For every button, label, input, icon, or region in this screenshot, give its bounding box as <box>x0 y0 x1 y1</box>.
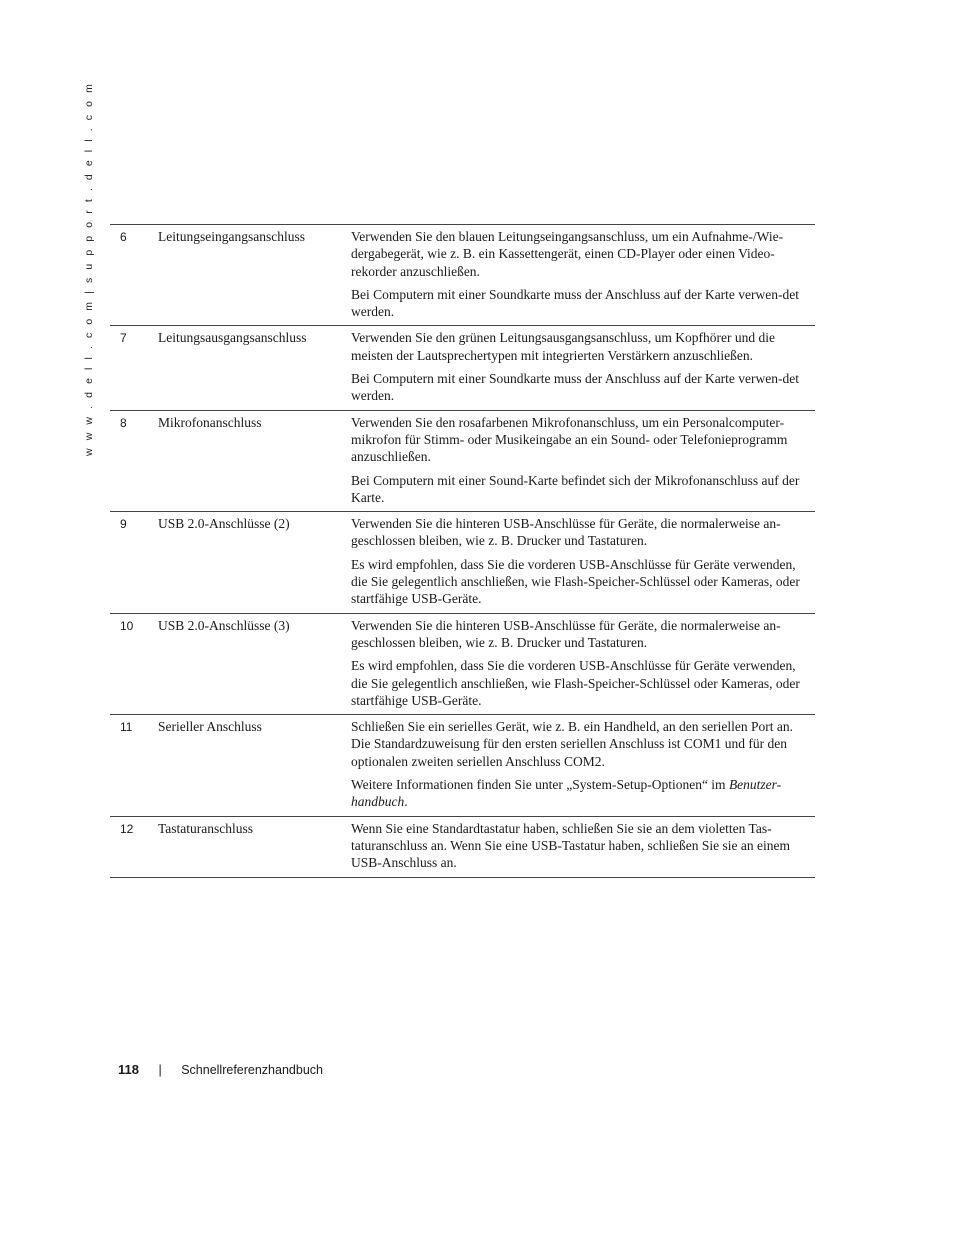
description-paragraph: Verwenden Sie die hinteren USB-Anschlüsse für Geräte, die normalerweise an-geschlossen bleiben, wie z. B. Drucker und Tastaturen. <box>351 516 781 549</box>
side-url: w w w . d e l l . c o m | s u p p o r t . d e l l . c o m <box>83 81 95 456</box>
connector-description <box>351 225 815 326</box>
manual-title: Benutzer-handbuch <box>351 777 782 810</box>
page-footer <box>118 1062 323 1078</box>
connector-name: Leitungseingangsanschluss <box>158 225 351 326</box>
table-row <box>110 225 815 326</box>
connector-description <box>351 512 815 613</box>
row-number: 11 <box>110 715 158 816</box>
row-number: 12 <box>110 816 158 877</box>
description-paragraph: Bei Computern mit einer Soundkarte muss der Anschluss auf der Karte verwen-det werden. <box>351 371 800 404</box>
description-paragraph: Es wird empfohlen, dass Sie die vorderen USB-Anschlüsse für Geräte verwenden, die Sie gelegentlich anschließen, wie Flash-Speicher-Schlüssel oder Kameras, oder startfähige USB-Geräte. <box>351 556 800 607</box>
table-row <box>110 410 815 511</box>
description-paragraph <box>351 776 811 811</box>
description-paragraph: Verwenden Sie den rosafarbenen Mikrofonanschluss, um ein Personalcomputer-mikrofon für Stimm- oder Musikeingabe an ein Sound- oder Telefonieprogramm anzuschließen. <box>351 414 788 465</box>
reference-suffix: . <box>404 794 408 810</box>
description-paragraph: Verwenden Sie den grünen Leitungsausgangsanschluss, um Kopfhörer und die meisten der Lautsprechertypen mit integrierten Verstärkern anzuschließen. <box>351 330 776 363</box>
description-paragraph: Es wird empfohlen, dass Sie die vorderen USB-Anschlüsse für Geräte verwenden, die Sie gelegentlich anschließen, wie Flash-Speicher-Schlüssel oder Kameras, oder startfähige USB-Geräte. <box>351 658 800 708</box>
description-paragraph: Wenn Sie eine Standardtastatur haben, schließen Sie sie an dem violetten Tas-taturanschluss an. Wenn Sie eine USB-Tastatur haben, schließen Sie sie an einem USB-Anschluss an. <box>351 820 790 871</box>
row-number: 9 <box>110 512 158 613</box>
connector-name: Tastaturanschluss <box>158 816 351 877</box>
document-title: Schnellreferenzhandbuch <box>181 1063 323 1077</box>
connector-description <box>351 816 815 877</box>
reference-text: Weitere Informationen finden Sie unter „System-Setup-Optionen“ im <box>351 777 729 793</box>
page-number: 118 <box>118 1062 139 1077</box>
table-row <box>110 613 815 714</box>
row-number: 10 <box>110 613 158 714</box>
row-number: 8 <box>110 410 158 511</box>
description-paragraph: Verwenden Sie den blauen Leitungseingangsanschluss, um ein Aufnahme-/Wie-dergabegerät, wie z. B. ein Kassettengerät, einen CD-Player oder einen Video-rekorder anzuschließen. <box>351 229 784 279</box>
connector-description <box>351 613 815 714</box>
row-number: 6 <box>110 225 158 326</box>
description-paragraph: Verwenden Sie die hinteren USB-Anschlüsse für Geräte, die normalerweise an-geschlossen bleiben, wie z. B. Drucker und Tastaturen. <box>351 617 781 650</box>
connector-name: Mikrofonanschluss <box>158 410 351 511</box>
connector-name: Leitungsausgangsanschluss <box>158 326 351 410</box>
description-paragraph: Bei Computern mit einer Soundkarte muss der Anschluss auf der Karte verwen-det werden. <box>351 286 800 320</box>
connector-description <box>351 715 815 816</box>
table-row <box>110 326 815 410</box>
footer-separator: | <box>158 1063 162 1077</box>
connector-description <box>351 326 815 410</box>
description-paragraph: Schließen Sie ein serielles Gerät, wie z. B. ein Handheld, an den seriellen Port an. Die Standardzuweisung für den ersten seriellen Anschluss ist COM1 und für den optionalen zweiten seriellen Anschluss COM2. <box>351 719 793 769</box>
connector-table <box>110 224 815 878</box>
connector-description <box>351 410 815 511</box>
connector-name: USB 2.0-Anschlüsse (3) <box>158 613 351 714</box>
table-row <box>110 715 815 816</box>
connector-name: Serieller Anschluss <box>158 715 351 816</box>
connector-name: USB 2.0-Anschlüsse (2) <box>158 512 351 613</box>
table-row <box>110 512 815 613</box>
row-number: 7 <box>110 326 158 410</box>
table-row <box>110 816 815 877</box>
description-paragraph: Bei Computern mit einer Sound-Karte befindet sich der Mikrofonanschluss auf der Karte. <box>351 472 800 505</box>
